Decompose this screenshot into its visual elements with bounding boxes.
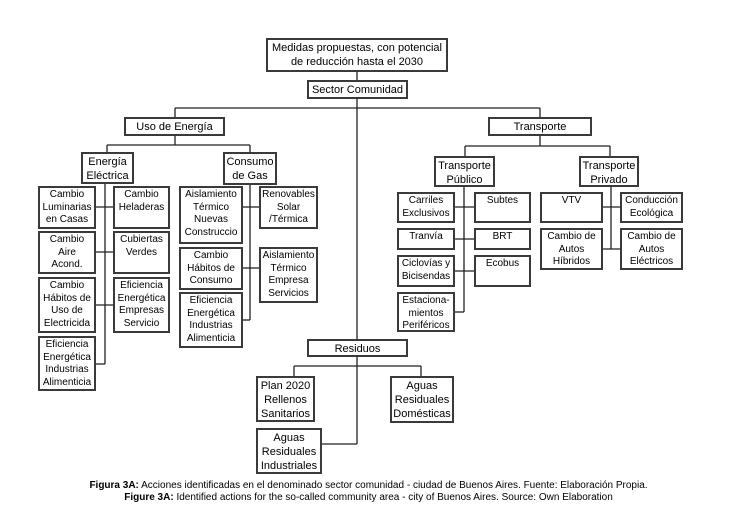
node-v2: Conducción Ecológica bbox=[620, 192, 683, 223]
node-e5: Cambio Hábitos de Uso de Electricida bbox=[38, 277, 96, 333]
node-uso: Uso de Energía bbox=[124, 117, 225, 136]
node-e1: Cambio Luminarias en Casas bbox=[38, 186, 96, 229]
node-v4: Cambio de Autos Eléctricos bbox=[620, 228, 683, 270]
node-tpub: Transporte Público bbox=[434, 156, 495, 187]
node-gas: Consumo de Gas bbox=[223, 152, 277, 185]
node-p7: Estaciona- mientos Periféricos bbox=[397, 292, 455, 332]
node-r3: Aguas Residuales Industriales bbox=[256, 428, 322, 474]
node-g3: Cambio Hábitos de Consumo bbox=[179, 247, 243, 290]
node-p5: Ciclovías y Bicisendas bbox=[397, 255, 455, 287]
node-g2: Renovables Solar /Térmica bbox=[259, 186, 318, 229]
node-e3: Cambio Aire Acond. bbox=[38, 231, 96, 274]
caption-label: Figure 3A: bbox=[124, 492, 174, 503]
node-root: Medidas propuestas, con potencial de reducción hasta el 2030 bbox=[266, 38, 448, 72]
node-g1: Aislamiento Térmico Nuevas Construccio bbox=[179, 186, 243, 244]
caption-text: Acciones identificadas en el denominado sector comunidad - ciudad de Buenos Aires. Fuente: Elaboración Propia. bbox=[138, 480, 648, 491]
node-e7: Eficiencia Energética Industrias Alimenticia bbox=[38, 336, 96, 391]
node-p3: Tranvía bbox=[397, 228, 455, 250]
node-residuos: Residuos bbox=[307, 339, 408, 357]
node-e4: Cubiertas Verdes bbox=[113, 231, 170, 274]
caption-text: Identified actions for the so-called community area - city of Buenos Aires. Source: Own Elaboration bbox=[173, 492, 613, 503]
caption-english bbox=[0, 492, 737, 504]
node-g5: Eficiencia Energética Industrias Alimenticia bbox=[179, 292, 243, 348]
node-transporte: Transporte bbox=[488, 117, 592, 136]
node-sector: Sector Comunidad bbox=[307, 80, 408, 99]
node-v3: Cambio de Autos Híbridos bbox=[540, 228, 603, 270]
node-electrica: Energía Eléctrica bbox=[81, 152, 134, 184]
node-g4: Aislamiento Térmico Empresa Servicios bbox=[259, 247, 318, 303]
caption-spanish bbox=[0, 480, 737, 492]
node-e6: Eficiencia Energética Empresas Servicio bbox=[113, 277, 170, 333]
node-p6: Ecobus bbox=[474, 255, 531, 287]
node-r1: Plan 2020 Rellenos Sanitarios bbox=[256, 376, 315, 422]
node-e2: Cambio Heladeras bbox=[113, 186, 170, 229]
caption-label: Figura 3A: bbox=[89, 480, 139, 491]
node-v1: VTV bbox=[540, 192, 603, 223]
node-r2: Aguas Residuales Domésticas bbox=[390, 376, 454, 423]
node-p4: BRT bbox=[474, 228, 531, 250]
node-p2: Subtes bbox=[474, 192, 531, 223]
node-tpriv: Transporte Privado bbox=[579, 156, 639, 187]
node-p1: Carriles Exclusivos bbox=[397, 192, 455, 223]
